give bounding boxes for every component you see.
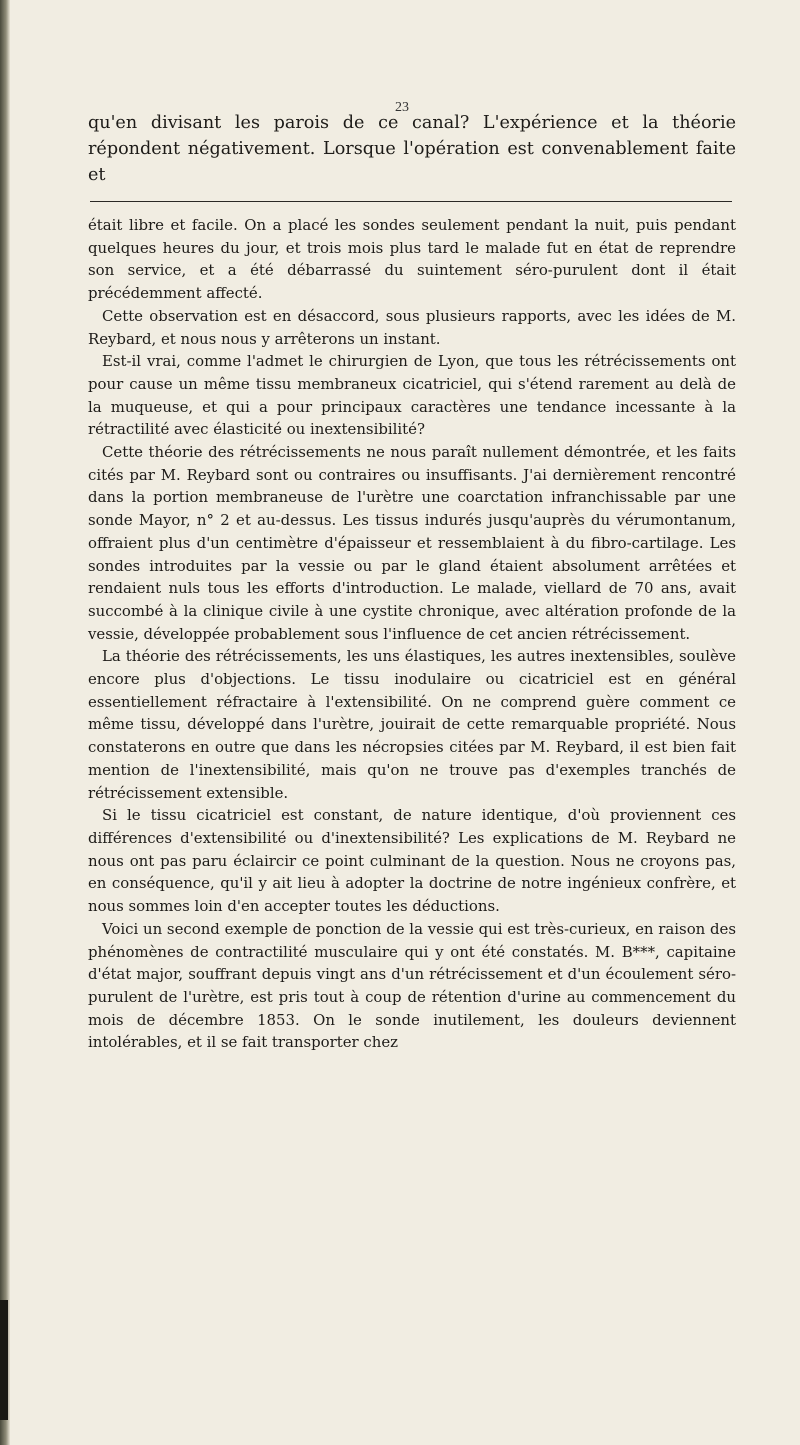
paragraph: Est-il vrai, comme l'admet le chirurgien de Lyon, que tous les rétrécissements ont pour cause un même tissu membraneux cicatriciel, qui s'étend rarement au delà de la muqueuse, et qui a pour principaux caractères une tendance incessante à la rétractilité avec élasticité ou inextensibilité? xyxy=(88,352,736,439)
book-spine-shadow xyxy=(0,0,10,1445)
paragraph: Si le tissu cicatriciel est constant, de nature identique, d'où proviennent ces différences d'extensibilité ou d'inextensibilité? Les explications de M. Reybard ne nous ont pas paru éclaircir ce point culminant de la question. Nous ne croyons pas, en conséquence, qu'il y ait lieu à adopter la doctrine de notre ingénieux confrère, et nous sommes loin d'en accepter toutes les déductions. xyxy=(88,806,736,916)
spine-binding-mark xyxy=(0,1300,8,1420)
paragraph: Cette théorie des rétrécissements ne nous paraît nullement démontrée, et les faits cités par M. Reybard sont ou contraires ou insuffisants. J'ai dernièrement rencontré dans la portion membraneuse de l'urètre une coarctation infranchissable par une sonde Mayor, n° 2 et au-dessus. Les tissus indurés jusqu'auprès du vérumontanum, offraient plus d'un centimètre d'épaisseur et ressemblaient à du fibro-cartilage. Les sondes introduites par la vessie ou par le gland étaient absolument arrêtées et rendaient nuls tous les efforts d'introduction. Le malade, viellard de 70 ans, avait succombé à la clinique civile à une cystite chronique, avec altération profonde de la vessie, développée probablement sous l'influence de cet ancien rétrécissement. xyxy=(88,443,736,643)
page-number: 23 xyxy=(395,100,409,115)
paragraph: La théorie des rétrécissements, les uns élastiques, les autres inextensibles, soulève encore plus d'objections. Le tissu inodulaire ou cicatriciel est en général essentiellement réfractaire à l'extensibilité. On ne comprend guère comment ce même tissu, développé dans l'urètre, jouirait de cette remarquable propriété. Nous constaterons en outre que dans les nécropsies citées par M. Reybard, il est bien fait mention de l'inextensibilité, mais qu'on ne trouve pas d'exemples tranchés de rétrécissement extensible. xyxy=(88,647,736,802)
paragraph: Voici un second exemple de ponction de la vessie qui est très-curieux, en raison des phénomènes de contractilité musculaire qui y ont été constatés. M. B***, capitaine d'état major, souffrant depuis vingt ans d'un rétrécissement et d'un écoulement séro-purulent de l'urètre, est pris tout à coup de rétention d'urine au commencement du mois de décembre 1853. On le sonde inutilement, les douleurs deviennent intolérables, et il se fait transporter chez xyxy=(88,919,736,1052)
document-page xyxy=(88,110,736,1054)
paragraph: était libre et facile. On a placé les sondes seulement pendant la nuit, puis pendant quelques heures du jour, et trois mois plus tard le malade fut en état de reprendre son service, et a été débarrassé du suintement séro-purulent dont il était précédemment affecté. xyxy=(88,216,736,303)
footnote-separator-rule xyxy=(90,201,732,202)
lead-paragraph: qu'en divisant les parois de ce canal? L'expérience et la théorie répondent négativement. Lorsque l'opération est convenablement faite et xyxy=(88,113,736,185)
footnote-body xyxy=(88,214,736,1054)
continuation-text xyxy=(88,110,736,188)
paragraph: Cette observation est en désaccord, sous plusieurs rapports, avec les idées de M. Reybard, et nous nous y arrêterons un instant. xyxy=(88,306,736,348)
